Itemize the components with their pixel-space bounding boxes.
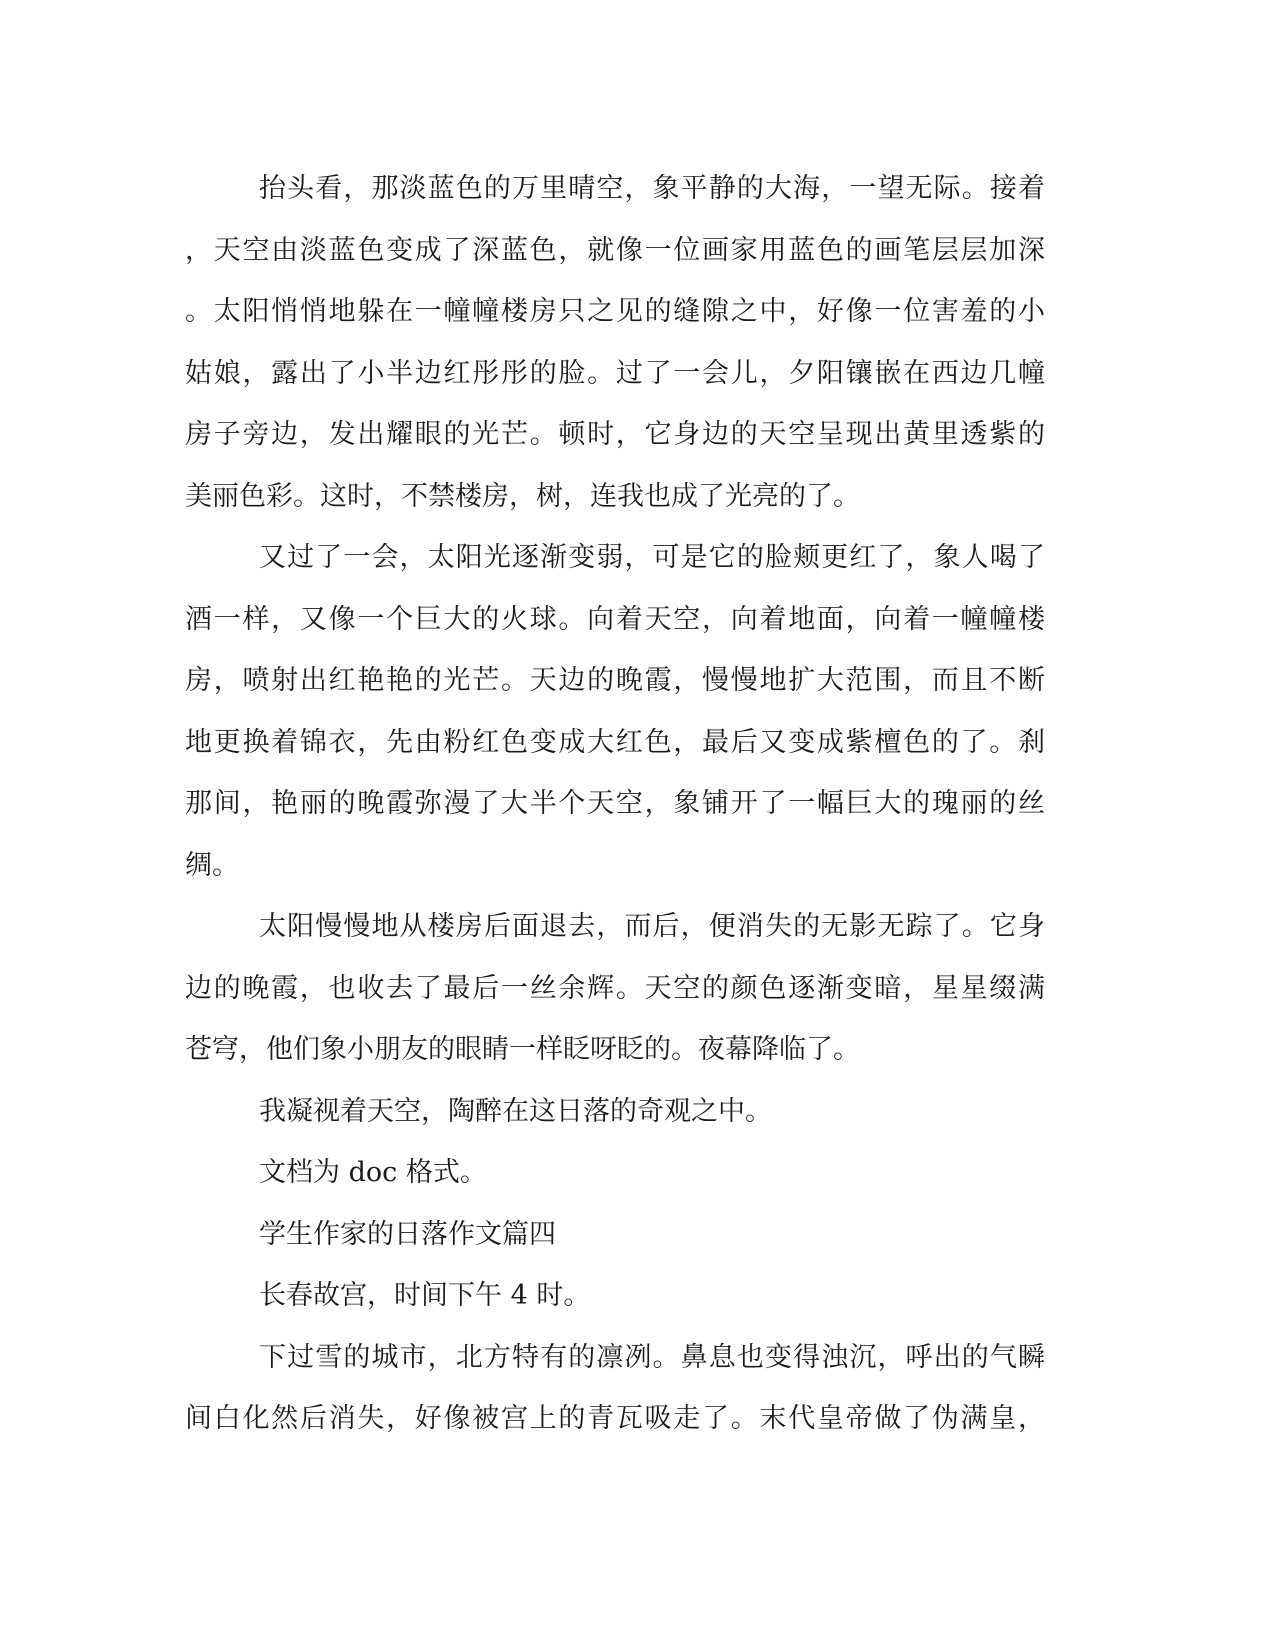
text-line: 地更换着锦衣，先由粉红色变成大红色，最后又变成紫檀色的了。刹 <box>185 726 1045 758</box>
text-line: 。太阳悄悄地躲在一幢幢楼房只之见的缝隙之中，好像一位害羞的小 <box>185 296 1045 327</box>
text-line: 抬头看，那淡蓝色的万里晴空，象平静的大海，一望无际。接着 <box>259 173 1045 204</box>
text-line: 绸。 <box>185 849 239 881</box>
text-line: 长春故宫，时间下午 4 时。 <box>259 1280 591 1311</box>
text-line: 姑娘，露出了小半边红彤彤的脸。过了一会儿，夕阳镶嵌在西边几幢 <box>185 357 1045 389</box>
text-line: 下过雪的城市，北方特有的凛冽。鼻息也变得浊沉，呼出的气瞬 <box>259 1341 1045 1373</box>
text-line: 美丽色彩。这时，不禁楼房，树，连我也成了光亮的了。 <box>185 480 860 512</box>
text-line: 苍穹，他们象小朋友的眼睛一样眨呀眨的。夜幕降临了。 <box>185 1034 860 1065</box>
text-line: ，天空由淡蓝色变成了深蓝色，就像一位画家用蓝色的画笔层层加深 <box>185 234 1045 266</box>
document-body <box>185 158 1045 1450</box>
text-line: 文档为 doc 格式。 <box>259 1157 487 1188</box>
text-line: 边的晚霞，也收去了最后一丝余辉。天空的颜色逐渐变暗，星星缀满 <box>185 972 1045 1004</box>
text-line: 酒一样，又像一个巨大的火球。向着天空，向着地面，向着一幢幢楼 <box>185 603 1045 635</box>
text-line: 房，喷射出红艳艳的光芒。天边的晚霞，慢慢地扩大范围，而且不断 <box>185 665 1045 696</box>
text-line: 房子旁边，发出耀眼的光芒。顿时，它身边的天空呈现出黄里透紫的 <box>185 419 1045 450</box>
text-line: 太阳慢慢地从楼房后面退去，而后，便消失的无影无踪了。它身 <box>259 911 1045 942</box>
section-heading: 学生作家的日落作文篇四 <box>259 1218 556 1250</box>
text-line: 间白化然后消失，好像被宫上的青瓦吸走了。末代皇帝做了伪满皇， <box>185 1403 1045 1434</box>
text-line: 又过了一会，太阳光逐渐变弱，可是它的脸颊更红了，象人喝了 <box>259 542 1045 573</box>
text-line: 我凝视着天空，陶醉在这日落的奇观之中。 <box>259 1095 772 1127</box>
text-line: 那间，艳丽的晚霞弥漫了大半个天空，象铺开了一幅巨大的瑰丽的丝 <box>185 788 1045 819</box>
